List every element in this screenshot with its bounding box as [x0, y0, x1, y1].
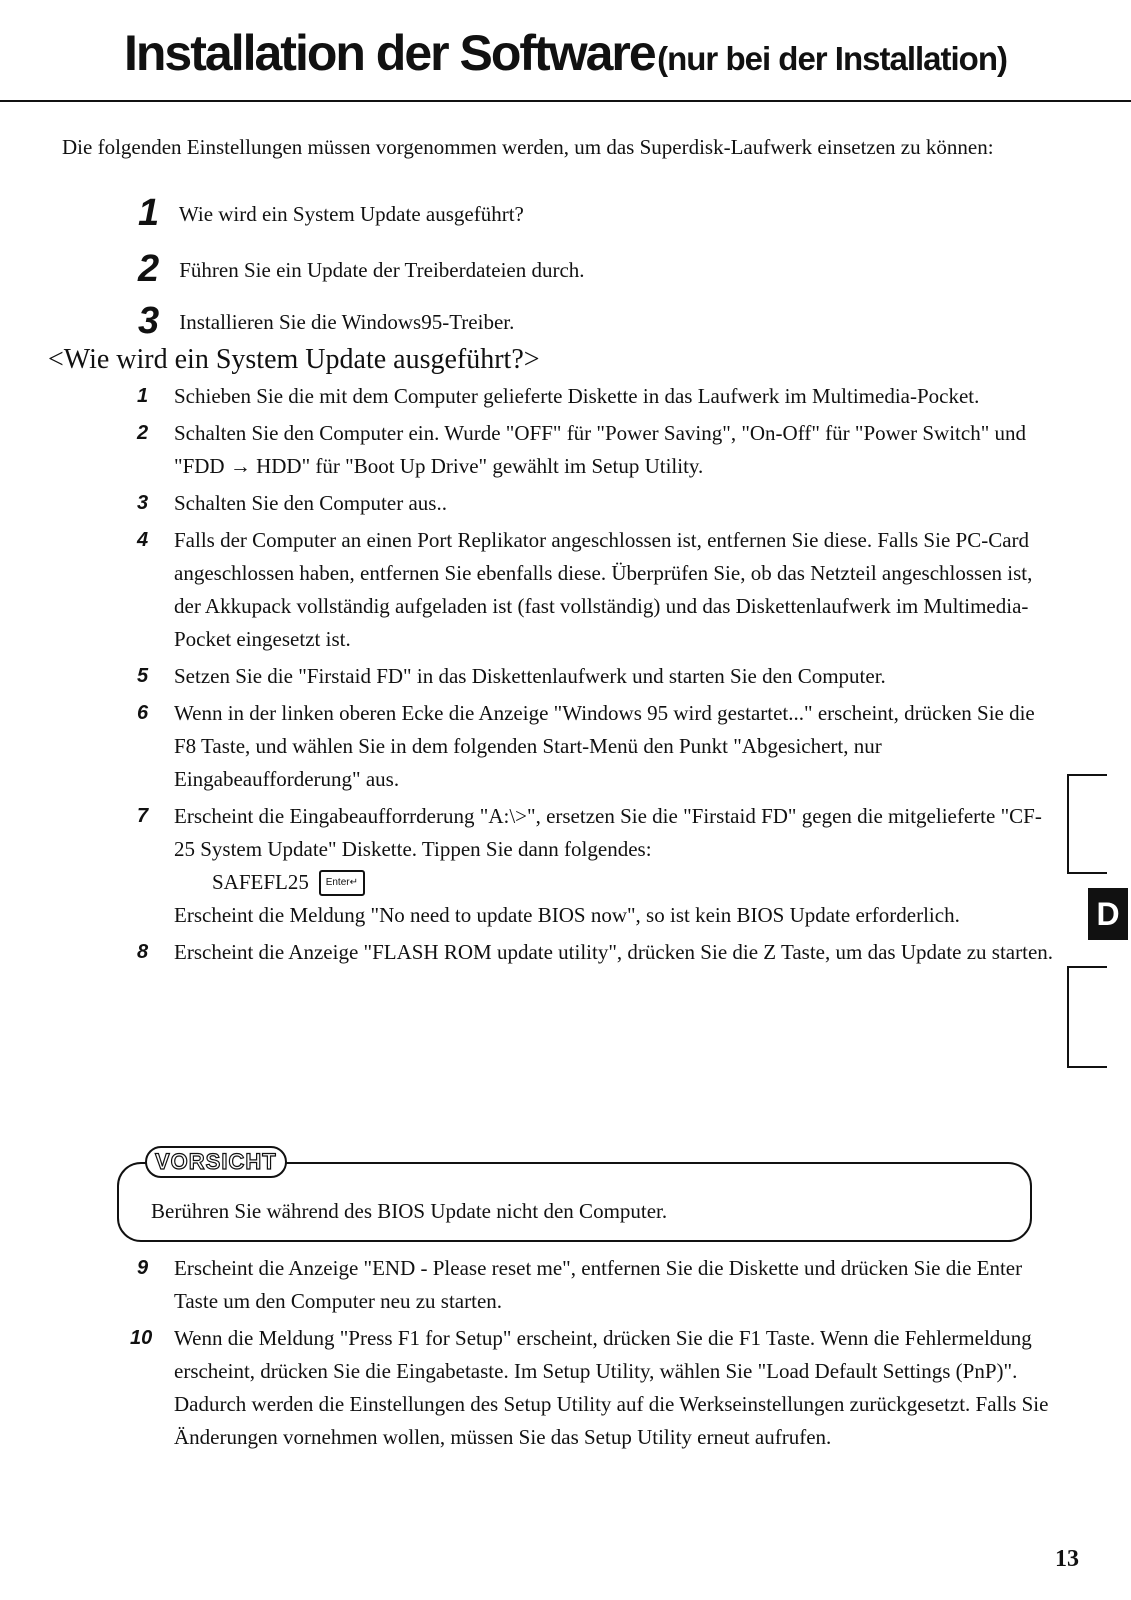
- page-title: [0, 24, 1131, 82]
- step-number: 9: [137, 1257, 149, 1279]
- side-tab-bracket-bottom: [1067, 966, 1107, 1068]
- step-text: Erscheint die Anzeige "FLASH ROM update utility", drücken Sie die Z Taste, um das Update zu starten.: [174, 940, 1054, 964]
- instruction-list: [132, 380, 1062, 973]
- list-item: [132, 697, 1062, 796]
- step-number: 2: [137, 422, 149, 444]
- step-number: 8: [137, 941, 149, 963]
- step-text: Falls der Computer an einen Port Replikator angeschlossen ist, entfernen Sie diese. Falls Sie PC-Card angeschlossen haben, entfernen Sie ebenfalls diese. Überprüfen Sie, ob das Netzteil angeschlossen ist, der Akkupack vollständig aufgeladen ist (fast vollständig) und das Diskettenlaufwerk im Multimedia-Pocket eingesetzt ist.: [174, 528, 1033, 651]
- page-number: 13: [1055, 1546, 1079, 1572]
- overview-step-text: Wie wird ein System Update ausgeführt?: [178, 202, 524, 226]
- step-text: Erscheint die Eingabeaufforrderung "A:\>", ersetzen Sie die "Firstaid FD" gegen die mitgelieferte "CF-25 System Update" Diskette. Tippen Sie dann folgendes:: [174, 804, 1042, 861]
- list-item: [132, 417, 1062, 483]
- step-followup-text: Dadurch werden die Einstellungen des Setup Utility auf die Werkseinstellungen zurückgesetzt. Falls Sie Änderungen vornehmen wollen, müssen Sie das Setup Utility erneut aufrufen.: [174, 1392, 1049, 1449]
- overview-step-text: Führen Sie ein Update der Treiberdateien durch.: [179, 258, 585, 282]
- step-number: 1: [137, 385, 149, 407]
- overview-step-number: 3: [138, 300, 160, 342]
- overview-step: [138, 300, 514, 343]
- enter-key-label: Enter: [325, 877, 350, 888]
- page-title-sub: (nur bei der Installation): [657, 40, 1007, 77]
- step-number: 4: [137, 529, 149, 551]
- side-tab-bracket-top: [1067, 774, 1107, 874]
- step-number: 7: [137, 805, 149, 827]
- step-number: 3: [137, 492, 149, 514]
- list-item: [132, 380, 1062, 413]
- list-item: [132, 1322, 1062, 1454]
- enter-key-icon: Enter ↵: [319, 870, 365, 896]
- list-item: [132, 524, 1062, 656]
- step-followup-text: Erscheint die Meldung "No need to update BIOS now", so ist kein BIOS Update erforderlich.: [174, 903, 960, 927]
- overview-step-text: Installieren Sie die Windows95-Treiber.: [179, 310, 515, 334]
- command-text: SAFEFL25: [212, 870, 309, 894]
- list-item: [132, 1252, 1062, 1318]
- page-title-main: Installation der Software: [124, 25, 655, 81]
- step-number: 6: [137, 702, 149, 724]
- instruction-list-continued: [132, 1252, 1062, 1458]
- list-item: [132, 660, 1062, 693]
- side-tab-letter: D: [1088, 888, 1128, 940]
- step-text: Setzen Sie die "Firstaid FD" in das Diskettenlaufwerk und starten Sie den Computer.: [174, 664, 886, 688]
- list-item: [132, 936, 1062, 969]
- overview-step: [138, 248, 585, 291]
- header-divider: [0, 100, 1131, 102]
- step-number: 10: [130, 1327, 153, 1349]
- list-item: [132, 487, 1062, 520]
- step-text: Wenn die Meldung "Press F1 for Setup" erscheint, drücken Sie die F1 Taste. Wenn die Fehlermeldung erscheint, drücken Sie die Eingabetaste. Im Setup Utility, wählen Sie "Load Default Settings (PnP)".: [174, 1326, 1032, 1383]
- overview-step-number: 2: [138, 248, 160, 290]
- list-item: [132, 800, 1062, 932]
- step-text: Schieben Sie die mit dem Computer gelieferte Diskette in das Laufwerk im Multimedia-Pocket.: [174, 384, 980, 408]
- overview-step: [138, 192, 524, 235]
- step-text: Schalten Sie den Computer aus..: [174, 491, 447, 515]
- step-text: Erscheint die Anzeige "END - Please reset me", entfernen Sie die Diskette und drücken Sie die Enter Taste um den Computer neu zu starten.: [174, 1256, 1023, 1313]
- step-text: Schalten Sie den Computer ein. Wurde "OFF" für "Power Saving", "On-Off" für "Power Switch" und "FDD → HDD" für "Boot Up Drive" gewählt im Setup Utility.: [174, 421, 1027, 478]
- caution-box: [117, 1149, 1032, 1242]
- intro-paragraph: Die folgenden Einstellungen müssen vorgenommen werden, um das Superdisk-Laufwerk einsetzen zu können:: [62, 135, 994, 159]
- caution-text: Berühren Sie während des BIOS Update nicht den Computer.: [151, 1199, 668, 1223]
- section-heading: <Wie wird ein System Update ausgeführt?>: [48, 344, 540, 375]
- caution-badge: VORSICHT: [145, 1146, 287, 1178]
- overview-step-number: 1: [138, 192, 160, 234]
- step-number: 5: [137, 665, 149, 687]
- command-line: [174, 866, 1062, 899]
- step-text: Wenn in der linken oberen Ecke die Anzeige "Windows 95 wird gestartet..." erscheint, drücken Sie die F8 Taste, und wählen Sie in dem folgenden Start-Menü den Punkt "Abgesichert, nur Eingabeaufforderung" aus.: [174, 701, 1035, 791]
